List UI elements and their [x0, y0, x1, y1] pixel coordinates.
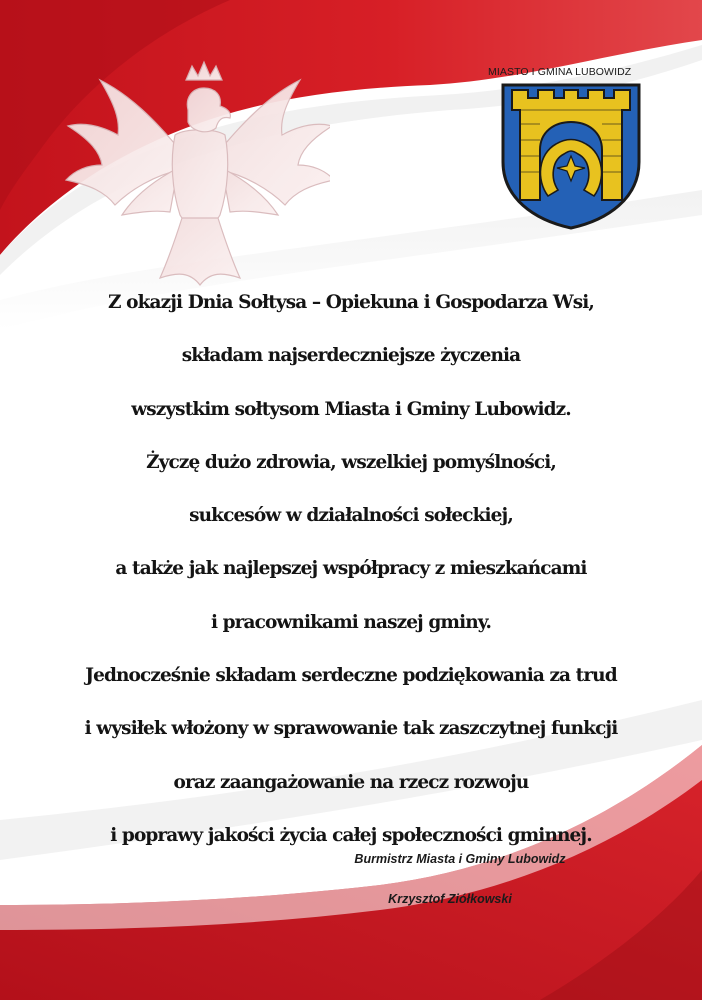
greeting-line: i poprawy jakości życia całej społeczności gminnej. [110, 824, 592, 846]
greeting-line: Z okazji Dnia Sołtysa – Opiekuna i Gospodarza Wsi, [108, 292, 594, 313]
lubowidz-coat-of-arms-icon [498, 80, 644, 230]
greeting-line: i pracownikami naszej gminy. [210, 611, 492, 633]
greeting-line: sukcesów w działalności sołeckiej, [189, 505, 513, 527]
municipality-label: MIASTO I GMINA LUBOWIDZ [488, 66, 632, 78]
greeting-line: wszystkim sołtysom Miasta i Gminy Lubowidz. [131, 398, 571, 420]
polish-white-eagle-icon [60, 40, 330, 290]
greeting-line: Jednocześnie składam serdeczne podziękowania za trud [85, 665, 617, 687]
greeting-line: Życzę dużo zdrowia, wszelkiej pomyślności, [146, 451, 556, 473]
greeting-line: składam najserdeczniejsze życzenia [181, 345, 521, 367]
greeting-message [20, 276, 682, 862]
greeting-line: i wysiłek włożony w sprawowanie tak zaszczytnej funkcji [84, 718, 618, 740]
greeting-line: oraz zaangażowanie na rzecz rozwoju [173, 771, 529, 793]
greeting-line: a także jak najlepszej współpracy z mieszkańcami [115, 558, 587, 580]
signature-title: Burmistrz Miasta i Gminy Lubowidz [354, 852, 566, 866]
signature-name: Krzysztof Ziółkowski [388, 892, 512, 906]
